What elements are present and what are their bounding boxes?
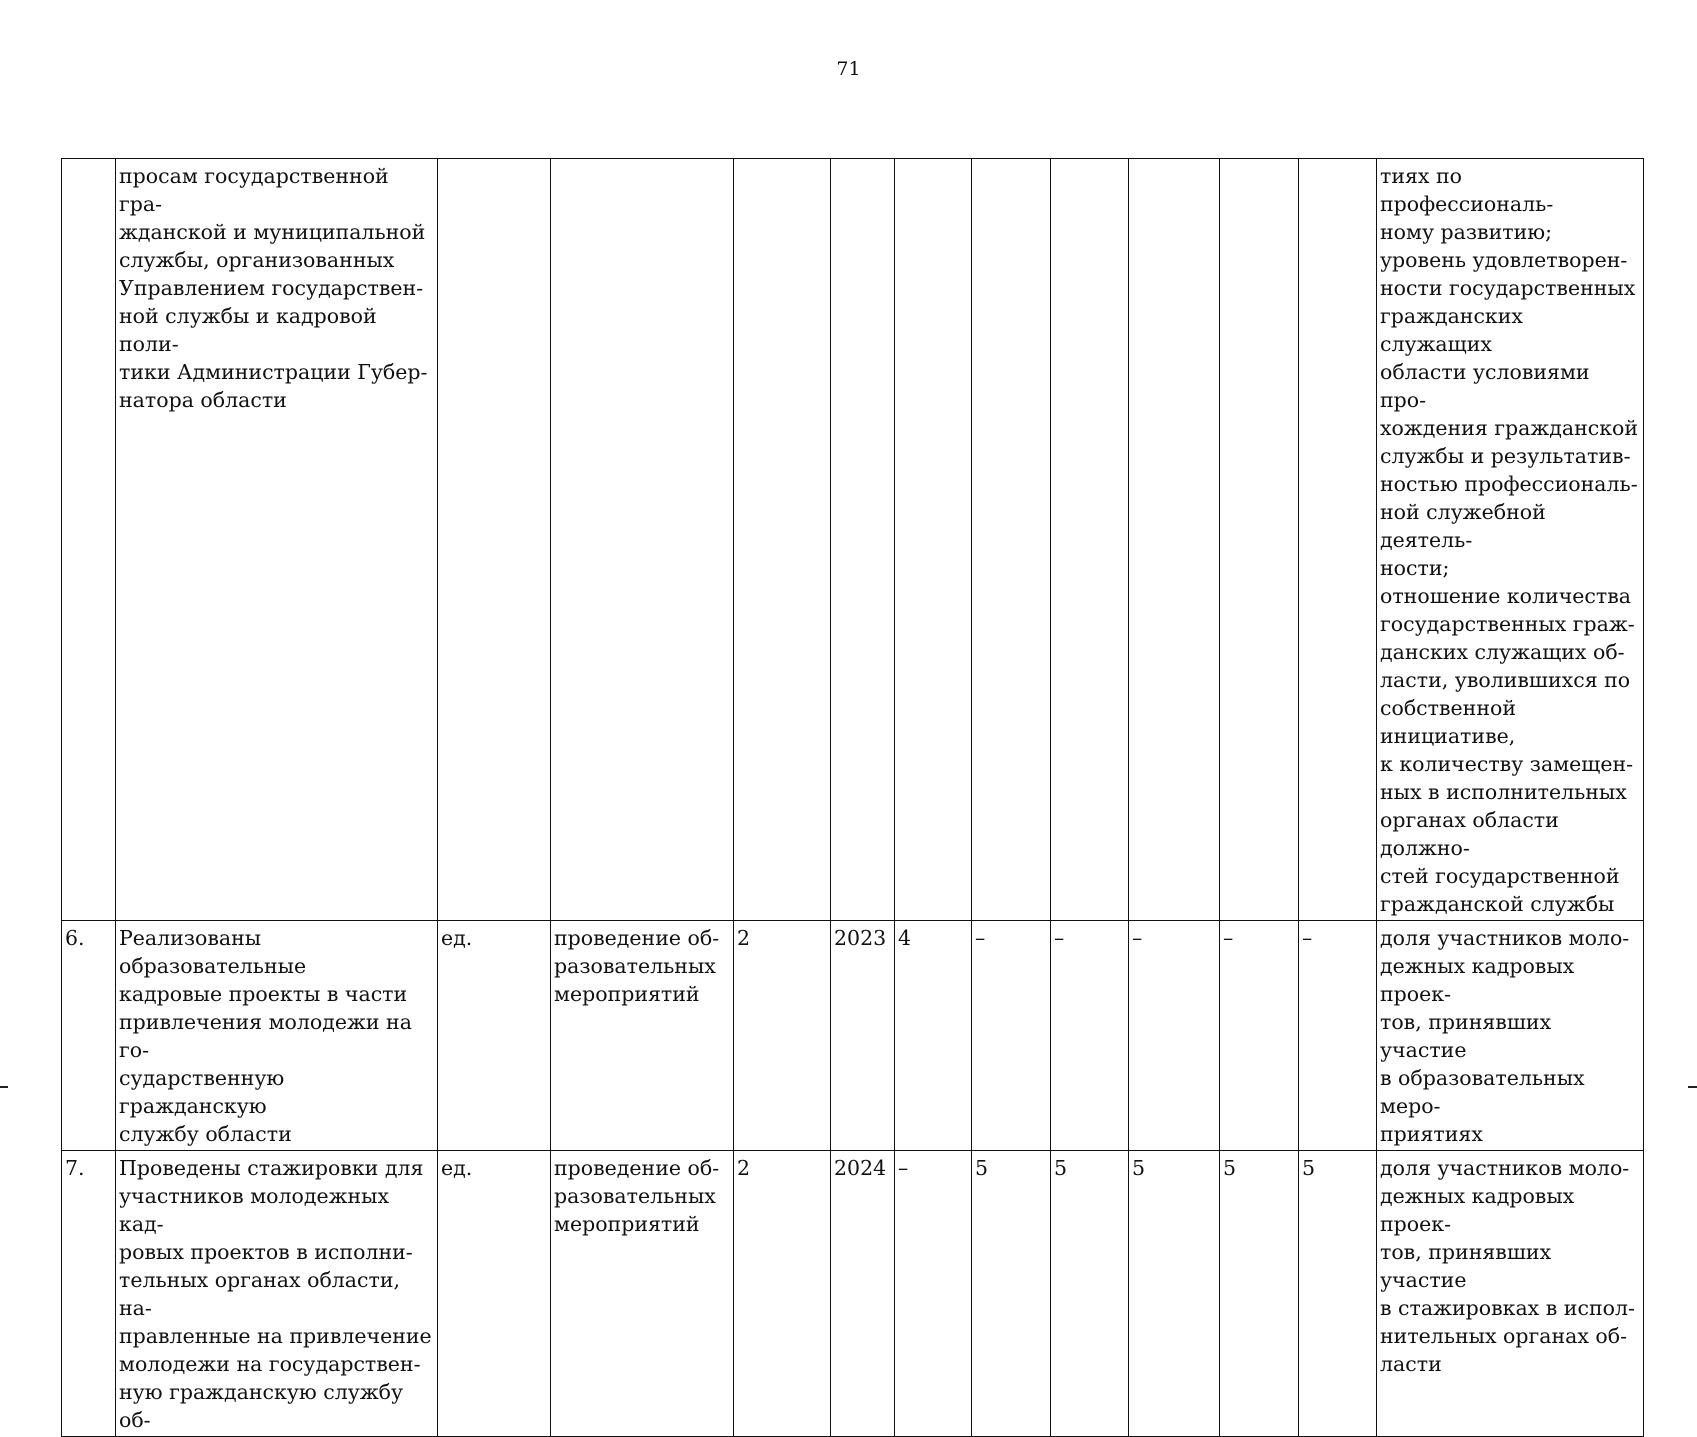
cell-num: 7.	[62, 1151, 116, 1437]
cell-base-value: 2	[734, 921, 831, 1151]
cell-result-name: Проведены стажировки для участников молодежных кад- ровых проектов в исполни- тельных органах области, на- правленные на привлечение молодежи на государствен- ную гражданскую службу об-	[116, 1151, 438, 1437]
table-row	[62, 1151, 1644, 1437]
right-cut-mark	[1688, 1086, 1697, 1088]
cell-year-value: 4	[895, 921, 972, 1151]
cell-unit: ед.	[438, 1151, 551, 1437]
cell-year-value: –	[1299, 921, 1377, 1151]
cell-base-year: 2023	[831, 921, 895, 1151]
cell-year-value: 5	[1051, 1151, 1129, 1437]
cell-num	[62, 159, 116, 921]
cell-year-value	[1299, 159, 1377, 921]
cell-year-value	[1051, 159, 1129, 921]
cell-base-value: 2	[734, 1151, 831, 1437]
cell-year-value	[895, 159, 972, 921]
cell-num: 6.	[62, 921, 116, 1151]
cell-result-name: Реализованы образовательные кадровые проекты в части привлечения молодежи на го- сударственную гражданскую службу области	[116, 921, 438, 1151]
cell-indicator: тиях по профессиональ- ному развитию; уровень удовлетворен- ности государственных гражданских служащих области условиями про- хождения гражданской службы и результатив- ностью профессиональ- ной служебной деятель- ности; отношение количества государственных граж- данских служащих об- ласти, уволившихся по собственной инициативе, к количеству замещен- ных в исполнительных органах области должно- стей государственной гражданской службы	[1377, 159, 1644, 921]
cell-year-value: 5	[1299, 1151, 1377, 1437]
page-number: 71	[836, 58, 861, 80]
left-cut-mark	[0, 1086, 8, 1088]
cell-year-value	[972, 159, 1051, 921]
cell-unit	[438, 159, 551, 921]
cell-year-value: –	[1129, 921, 1220, 1151]
cell-year-value: –	[1220, 921, 1299, 1151]
cell-year-value: –	[972, 921, 1051, 1151]
cell-year-value: 5	[972, 1151, 1051, 1437]
cell-year-value	[1129, 159, 1220, 921]
cell-method: проведение об- разовательных мероприятий	[551, 921, 734, 1151]
plan-table	[61, 158, 1644, 1437]
table-row	[62, 921, 1644, 1151]
cell-base-year	[831, 159, 895, 921]
cell-base-value	[734, 159, 831, 921]
cell-unit: ед.	[438, 921, 551, 1151]
cell-indicator: доля участников моло- дежных кадровых проек- тов, принявших участие в образовательных меро- приятиях	[1377, 921, 1644, 1151]
cell-base-year: 2024	[831, 1151, 895, 1437]
cell-method: проведение об- разовательных мероприятий	[551, 1151, 734, 1437]
table-row	[62, 159, 1644, 921]
cell-method	[551, 159, 734, 921]
cell-year-value	[1220, 159, 1299, 921]
cell-year-value: –	[1051, 921, 1129, 1151]
cell-indicator: доля участников моло- дежных кадровых проек- тов, принявших участие в стажировках в испол- нительных органах об- ласти	[1377, 1151, 1644, 1437]
cell-year-value: 5	[1220, 1151, 1299, 1437]
cell-year-value: –	[895, 1151, 972, 1437]
cell-result-name: просам государственной гра- жданской и муниципальной службы, организованных Управлением государствен- ной службы и кадровой поли- тики Администрации Губер- натора области	[116, 159, 438, 921]
cell-year-value: 5	[1129, 1151, 1220, 1437]
